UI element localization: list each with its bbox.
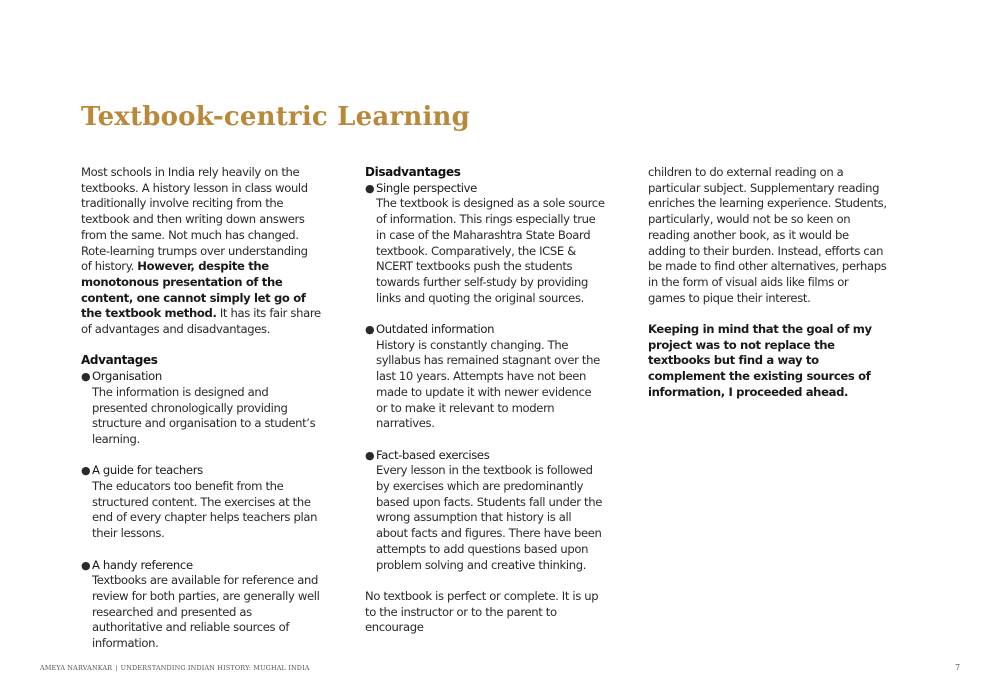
bullet-icon: ● bbox=[81, 370, 91, 384]
intro-text-after: It has its fair share of advantages and disadvantages. bbox=[81, 306, 321, 337]
item-body: The textbook is designed as a sole source of information. This rings especially true in case of the Maharashtra State Board textbook. Comparatively, the ICSE & NCERT textbooks push the students towards further self-study by providing links and quoting the original sources. bbox=[376, 196, 605, 305]
footer-author: AMEYA NARVANKAR bbox=[40, 664, 113, 672]
closing-statement: Keeping in mind that the goal of my project was to not replace the textbooks but find a way to complement the existing sources of information, I proceeded ahead. bbox=[648, 322, 872, 399]
page-number: 7 bbox=[955, 663, 961, 672]
list-item bbox=[365, 322, 605, 432]
item-body: Every lesson in the textbook is followed by exercises which are predominantly based upon facts. Students fall under the wrong assumption that history is all about facts and figures. There have been attempts to add questions based upon problem solving and creative thinking. bbox=[376, 463, 603, 572]
bullet-icon: ● bbox=[81, 464, 91, 478]
conclusion-paragraph: No textbook is perfect or complete. It is up to the instructor or to the parent to encourage bbox=[365, 588, 599, 635]
list-item bbox=[365, 181, 605, 307]
disadvantages-list bbox=[365, 181, 605, 574]
footer-book-title: UNDERSTANDING INDIAN HISTORY: MUGHAL INDIA bbox=[120, 664, 310, 672]
intro-text: Most schools in India rely heavily on the textbooks. A history lesson in class would traditionally involve reciting from the textbook and then writing down answers from the same. Not much has changed. Rote-learning trumps over understanding of history. bbox=[81, 165, 308, 274]
column-1 bbox=[81, 165, 321, 652]
bullet-icon: ● bbox=[365, 323, 375, 337]
item-title: Outdated information bbox=[376, 322, 495, 337]
item-title: A guide for teachers bbox=[92, 463, 203, 478]
list-item bbox=[81, 558, 321, 652]
column-3 bbox=[648, 165, 888, 401]
page-title: Textbook-centric Learning bbox=[81, 102, 471, 132]
conclusion-continued: children to do external reading on a particular subject. Supplementary reading enriches the learning experience. Students, particularly, would not be so keen on reading another book, as it would be adding to their burden. Instead, efforts can be made to find other alternatives, perhaps in the form of visual aids like films or games to pique their interest. bbox=[648, 165, 887, 305]
footer-separator: | bbox=[115, 664, 118, 672]
intro-paragraph bbox=[81, 165, 321, 338]
item-title: Fact-based exercises bbox=[376, 447, 490, 462]
item-title: Single perspective bbox=[376, 180, 477, 195]
advantages-list bbox=[81, 369, 321, 652]
bullet-icon: ● bbox=[365, 181, 375, 195]
item-title: Organisation bbox=[92, 369, 162, 384]
item-body: The educators too benefit from the structured content. The exercises at the end of every chapter helps teachers plan their lessons. bbox=[92, 479, 318, 541]
column-2 bbox=[365, 165, 605, 636]
intro-emphasis: However, despite the monotonous presentation of the content, one cannot simply let go of the textbook method. bbox=[81, 259, 306, 321]
running-footer bbox=[40, 664, 310, 672]
item-body: History is constantly changing. The syllabus has remained stagnant over the last 10 years. Attempts have not been made to update it with newer evidence or to make it relevant to modern narratives. bbox=[376, 337, 600, 431]
bullet-icon: ● bbox=[81, 558, 91, 572]
list-item bbox=[81, 369, 321, 448]
disadvantages-heading: Disadvantages bbox=[365, 165, 461, 179]
item-body: Textbooks are available for reference and review for both parties, are generally well researched and presented as authoritative and reliable sources of information. bbox=[92, 573, 320, 651]
item-body: The information is designed and presented chronologically providing structure and organisation to a student’s learning. bbox=[92, 384, 316, 446]
item-title: A handy reference bbox=[92, 557, 193, 572]
list-item bbox=[81, 463, 321, 542]
advantages-heading: Advantages bbox=[81, 353, 158, 368]
list-item bbox=[365, 448, 605, 574]
bullet-icon: ● bbox=[365, 448, 375, 462]
